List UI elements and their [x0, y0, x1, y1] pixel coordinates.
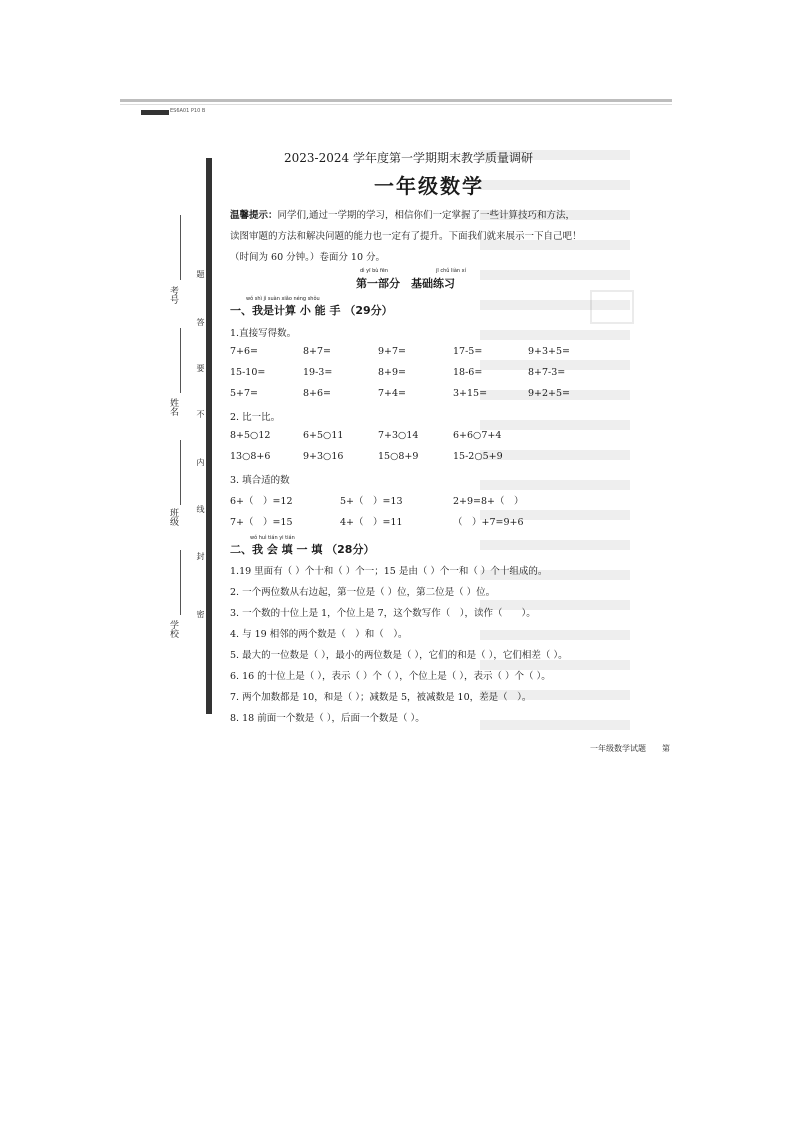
tip-text: 同学们,通过一学期的学习，相信你们一定掌握了一些计算技巧和方法，: [277, 210, 576, 221]
part1-pinyin-b: jī chǔ liàn xí: [436, 268, 466, 274]
code-bar: [141, 110, 169, 115]
field-exam-number-label: 考号: [168, 286, 178, 304]
seal-char: 线: [196, 505, 205, 513]
q2-item: 15-2○5+9: [453, 451, 503, 462]
q1-item: 8+9=: [378, 367, 407, 378]
field-exam-number-line[interactable]: [180, 215, 181, 280]
q1-item: 15-10=: [230, 367, 266, 378]
footer-label: 一年级数学试题: [590, 744, 646, 753]
q3-title: 3. 填合适的数: [230, 475, 290, 486]
subject-title: 一年级数学: [374, 174, 484, 198]
q1-item: 8+6=: [303, 388, 332, 399]
seal-char: 不: [196, 410, 205, 418]
q1-item: 7+6=: [230, 346, 259, 357]
section1-pinyin: wǒ shì jì suàn xiǎo néng shǒu: [246, 296, 320, 302]
q1-item: 9+7=: [378, 346, 407, 357]
q1-item: 8+7=: [303, 346, 332, 357]
tip-line-3: （时间为 60 分钟。）卷面分 10 分。: [230, 252, 386, 263]
q2-item: 9+3○16: [303, 451, 344, 462]
q3-item: 6+（ ）=12: [230, 496, 293, 507]
q1-item: 18-6=: [453, 367, 483, 378]
exam-title: 2023-2024 学年度第一学期期末教学质量调研: [284, 151, 533, 165]
q2-item: 7+3○14: [378, 430, 419, 441]
fill-item: 4. 与 19 相邻的两个数是（ ）和（ ）。: [230, 629, 408, 640]
field-class-label: 班级: [168, 508, 178, 526]
part1-title: 第一部分 基础练习: [356, 277, 455, 290]
fill-item: 8. 18 前面一个数是（ ），后面一个数是（ ）。: [230, 713, 425, 724]
q1-item: 8+7-3=: [528, 367, 566, 378]
tip-label: 温馨提示：: [230, 210, 278, 221]
q2-item: 13○8+6: [230, 451, 271, 462]
q1-item: 5+7=: [230, 388, 259, 399]
paper-code: ES6A01 P10 B: [170, 108, 206, 114]
seal-char: 密: [196, 610, 205, 618]
field-class-line[interactable]: [180, 440, 181, 505]
q2-item: 15○8+9: [378, 451, 419, 462]
seal-char: 答: [196, 318, 205, 326]
field-school-line[interactable]: [180, 550, 181, 615]
fill-item: 5. 最大的一位数是（ ），最小的两位数是（ ），它们的和是（ ），它们相差（ ）。: [230, 650, 568, 661]
scan-top-line: [120, 99, 672, 102]
section2-pinyin: wǒ huì tián yi tián: [250, 535, 295, 541]
binding-bar: [206, 158, 212, 714]
fill-item: 7. 两个加数都是 10，和是（ ）；减数是 5，被减数是 10，差是（ ）。: [230, 692, 532, 703]
q1-title: 1.直接写得数。: [230, 328, 297, 339]
q3-item: （ ）+7=9+6: [453, 517, 524, 528]
q2-item: 6+5○11: [303, 430, 344, 441]
q1-item: 19-3=: [303, 367, 333, 378]
tip-line-1: [230, 207, 575, 221]
fill-item: 1.19 里面有（ ）个十和（ ）个一；15 是由（ ）个一和（ ）个十组成的。: [230, 566, 548, 577]
field-name-line[interactable]: [180, 328, 181, 393]
bleed-through-box: [590, 290, 634, 324]
tip-line-2: 读图审题的方法和解决问题的能力也一定有了提升。下面我们就来展示一下自己吧！: [230, 231, 582, 242]
q1-item: 9+2+5=: [528, 388, 571, 399]
fill-item: 2. 一个两位数从右边起，第一位是（ ）位，第二位是（ ）位。: [230, 587, 496, 598]
seal-char: 题: [196, 270, 205, 278]
seal-char: 要: [196, 364, 205, 372]
q2-title: 2. 比一比。: [230, 412, 281, 423]
seal-char: 封: [196, 552, 205, 560]
fill-item: 6. 16 的十位上是（ ），表示（ ）个（ ），个位上是（ ），表示（ ）个（ ）。: [230, 671, 551, 682]
footer-page: 第: [662, 744, 670, 753]
q1-item: 9+3+5=: [528, 346, 571, 357]
field-name-label: 姓名: [168, 398, 178, 416]
scan-top-line-faint: [120, 104, 672, 105]
q3-item: 5+（ ）=13: [340, 496, 403, 507]
section1-title: 一、我是计算 小 能 手 （29分）: [230, 304, 393, 317]
seal-char: 内: [196, 458, 205, 466]
q3-item: 7+（ ）=15: [230, 517, 293, 528]
q1-item: 3+15=: [453, 388, 488, 399]
part1-pinyin-a: dì yī bù fēn: [360, 268, 389, 274]
q2-item: 6+6○7+4: [453, 430, 502, 441]
q2-item: 8+5○12: [230, 430, 271, 441]
q1-item: 7+4=: [378, 388, 407, 399]
field-school-label: 学校: [168, 620, 178, 638]
q3-item: 2+9=8+（ ）: [453, 496, 524, 507]
section2-title: 二、我 会 填 一 填 （28分）: [230, 543, 375, 556]
q1-item: 17-5=: [453, 346, 483, 357]
q3-item: 4+（ ）=11: [340, 517, 403, 528]
fill-item: 3. 一个数的十位上是 1，个位上是 7，这个数写作（ ），读作（ ）。: [230, 608, 536, 619]
